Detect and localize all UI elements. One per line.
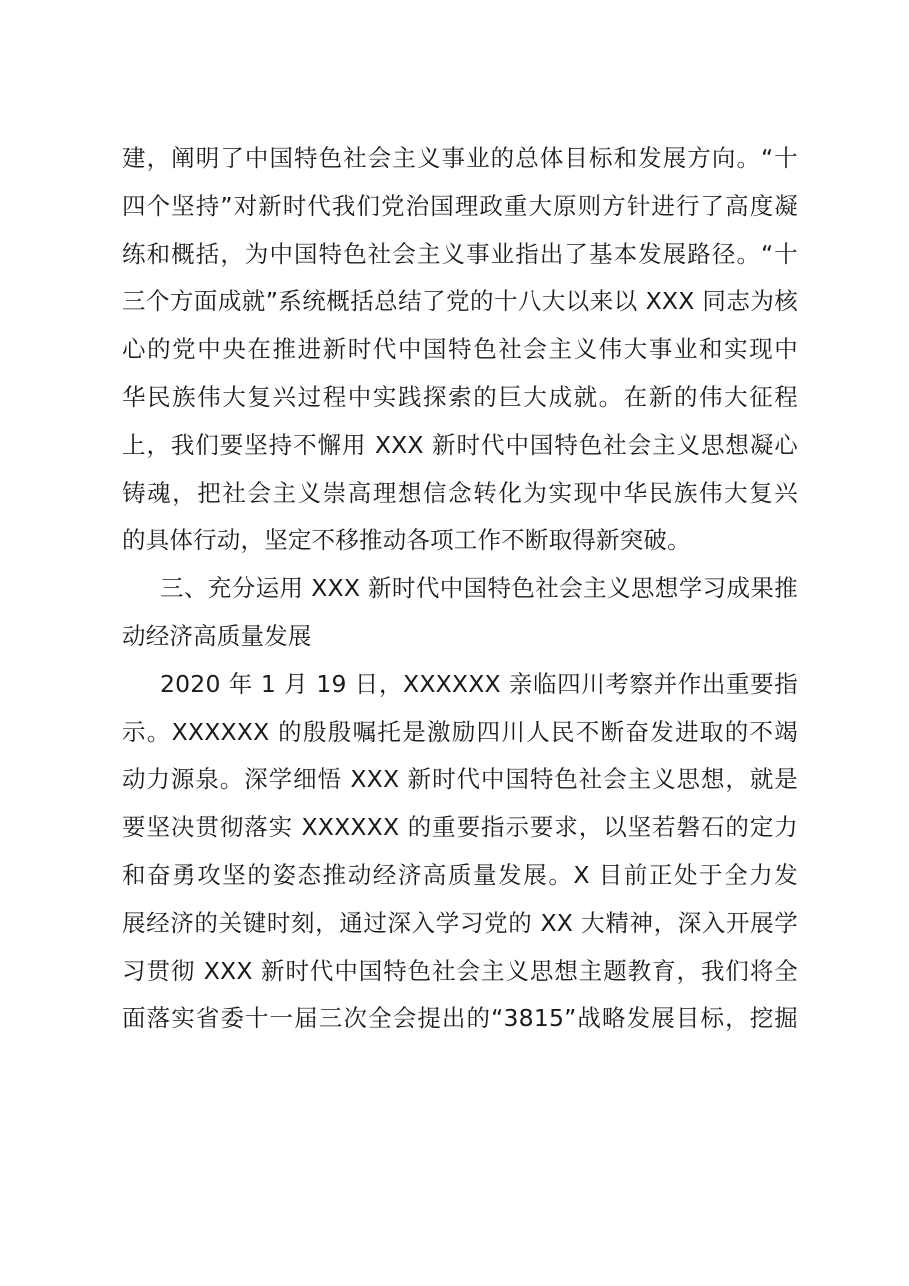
text-line: 铸魂，把社会主义崇高理想信念转化为实现中华民族伟大复兴 [122,478,798,507]
text-line: 示。XXXXXX 的殷殷嘱托是激励四川人民不断奋发进取的不竭 [122,717,798,746]
text-line: 要坚决贯彻落实 XXXXXX 的重要指示要求，以坚若磐石的定力 [122,813,798,842]
text-line: 展经济的关键时刻，通过深入学习党的 XX 大精神，深入开展学 [122,908,798,937]
text-line: 三、充分运用 XXX 新时代中国特色社会主义思想学习成果推 [160,574,798,603]
text-line: 的具体行动，坚定不移推动各项工作不断取得新突破。 [122,526,691,555]
text-line: 习贯彻 XXX 新时代中国特色社会主义思想主题教育，我们将全 [122,956,798,985]
text-line: 三个方面成就”系统概括总结了党的十八大以来以 XXX 同志为核 [122,287,798,316]
text-line: 心的党中央在推进新时代中国特色社会主义伟大事业和实现中 [122,335,798,364]
text-line: 建，阐明了中国特色社会主义事业的总体目标和发展方向。“十 [122,144,798,172]
text-line: 四个坚持”对新时代我们党治国理政重大原则方针进行了高度凝 [122,191,798,220]
text-line: 和奋勇攻坚的姿态推动经济高质量发展。X 目前正处于全力发 [122,860,798,889]
document-body [122,135,798,1043]
text-line: 华民族伟大复兴过程中实践探索的巨大成就。在新的伟大征程 [122,382,798,411]
text-line: 动经济高质量发展 [122,621,312,650]
text-line: 2020 年 1 月 19 日，XXXXXX 亲临四川考察并作出重要指 [160,669,798,698]
text-line: 动力源泉。深学细悟 XXX 新时代中国特色社会主义思想，就是 [122,765,798,794]
text-line: 面落实省委十一届三次全会提出的“3815”战略发展目标，挖掘 [122,1004,798,1033]
text-line: 练和概括，为中国特色社会主义事业指出了基本发展路径。“十 [122,239,798,268]
text-line: 上，我们要坚持不懈用 XXX 新时代中国特色社会主义思想凝心 [122,430,798,459]
